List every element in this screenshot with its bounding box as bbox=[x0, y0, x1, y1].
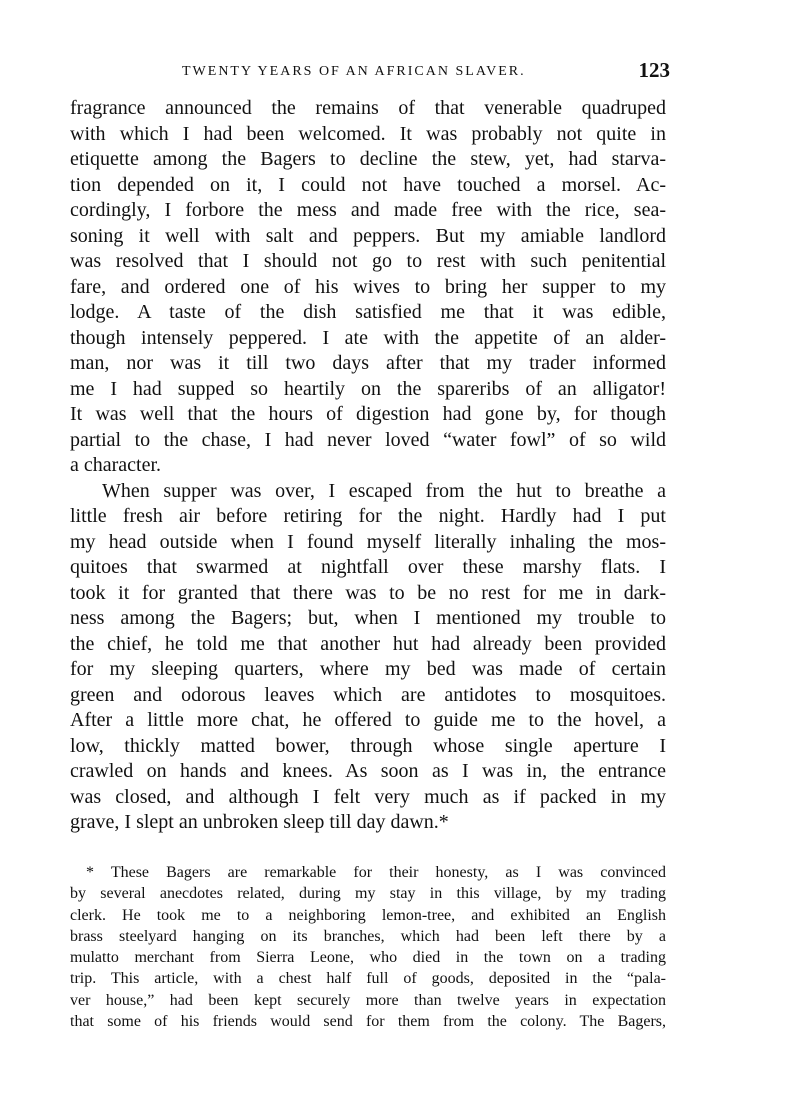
text-line: with which I had been welcomed. It was probably not quite in bbox=[70, 122, 666, 145]
text-line: low, thickly matted bower, through whose single aperture I bbox=[70, 734, 666, 757]
footnote-line: by several anecdotes related, during my stay in this village, by my trading bbox=[70, 885, 666, 903]
text-line: took it for granted that there was to be no rest for me in dark- bbox=[70, 581, 666, 604]
text-line: etiquette among the Bagers to decline the stew, yet, had starva- bbox=[70, 148, 666, 170]
text-line: a character. bbox=[70, 454, 162, 476]
text-line: After a little more chat, he offered to guide me to the hovel, a bbox=[70, 709, 666, 731]
text-line: crawled on hands and knees. As soon as I was in, the entrance bbox=[70, 760, 666, 782]
text-line: It was well that the hours of digestion had gone by, for though bbox=[70, 403, 666, 425]
text-line: fare, and ordered one of his wives to bring her supper to my bbox=[70, 275, 666, 298]
text-line: for my sleeping quarters, where my bed was made of certain bbox=[70, 658, 666, 680]
page-header bbox=[70, 58, 670, 84]
paragraph bbox=[70, 96, 666, 479]
footnote-line: brass steelyard hanging on its branches, which had been left there by a bbox=[70, 927, 666, 945]
text-line: green and odorous leaves which are antidotes to mosquitoes. bbox=[70, 683, 666, 706]
footnote-line: clerk. He took me to a neighboring lemon-tree, and exhibited an English bbox=[70, 906, 666, 924]
text-line: ness among the Bagers; but, when I mentioned my trouble to bbox=[70, 607, 666, 629]
text-line: lodge. A taste of the dish satisfied me that it was edible, bbox=[70, 301, 666, 323]
text-line: my head outside when I found myself literally inhaling the mos- bbox=[70, 530, 666, 553]
footnote-line: * These Bagers are remarkable for their honesty, as I was convinced bbox=[86, 864, 666, 881]
body-text bbox=[70, 96, 666, 836]
text-line: little fresh air before retiring for the night. Hardly had I put bbox=[70, 505, 666, 527]
footnote-line: trip. This article, with a chest half full of goods, deposited in the “pala- bbox=[70, 970, 666, 988]
text-line: tion depended on it, I could not have touched a morsel. Ac- bbox=[70, 173, 666, 196]
footnote-line: that some of his friends would send for them from the colony. The Bagers, bbox=[70, 1013, 666, 1031]
text-line: was resolved that I should not go to rest with such penitential bbox=[70, 250, 666, 272]
text-line: me I had supped so heartily on the spareribs of an alligator! bbox=[70, 377, 666, 400]
text-line: though intensely peppered. I ate with the appetite of an alder- bbox=[70, 326, 666, 349]
text-line: partial to the chase, I had never loved “water fowl” of so wild bbox=[70, 428, 666, 451]
page-number: 123 bbox=[638, 58, 670, 82]
footnote-line: mulatto merchant from Sierra Leone, who died in the town on a trading bbox=[70, 949, 666, 967]
text-line: fragrance announced the remains of that venerable quadruped bbox=[70, 97, 666, 119]
text-line: the chief, he told me that another hut had already been provided bbox=[70, 632, 666, 655]
running-title: TWENTY YEARS OF AN AFRICAN SLAVER. bbox=[182, 64, 526, 79]
text-line: quitoes that swarmed at nightfall over these marshy flats. I bbox=[70, 556, 666, 578]
text-line: man, nor was it till two days after that my trader informed bbox=[70, 352, 666, 374]
text-line: When supper was over, I escaped from the hut to breathe a bbox=[102, 479, 666, 502]
paragraph bbox=[70, 479, 666, 836]
footnote bbox=[70, 862, 666, 1032]
text-line: cordingly, I forbore the mess and made free with the rice, sea- bbox=[70, 199, 666, 221]
footnote-line: ver house,” had been kept securely more than twelve years in expectation bbox=[70, 991, 666, 1009]
text-line: soning it well with salt and peppers. But my amiable landlord bbox=[70, 224, 666, 247]
text-line: was closed, and although I felt very much as if packed in my bbox=[70, 785, 666, 808]
text-line: grave, I slept an unbroken sleep till day dawn.* bbox=[70, 811, 449, 833]
